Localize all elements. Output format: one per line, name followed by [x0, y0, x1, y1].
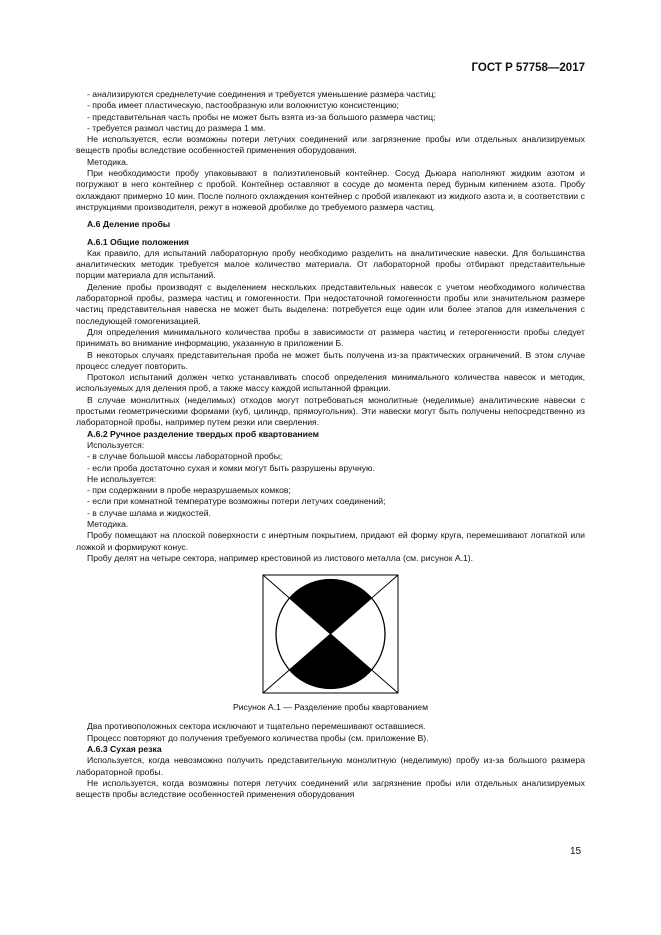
- paragraph: В некоторых случаях представительная проба не может быть получена из-за практических ограничений. В этом случае процесс следует повторить.: [76, 349, 585, 371]
- paragraph: Методика.: [87, 518, 129, 529]
- paragraph: Методика.: [87, 156, 129, 167]
- figure-quartering: [76, 574, 585, 694]
- list-item: - требуется размол частиц до размера 1 мм.: [87, 122, 266, 133]
- list-item: - в случае большой массы лабораторной пробы;: [87, 451, 283, 462]
- list-item: - если при комнатной температуре возможны потери летучих соединений;: [87, 496, 386, 507]
- section-heading: А.6 Деление пробы: [87, 219, 171, 230]
- list-item: - проба имеет пластическую, пастообразную или волокнистую консистенцию;: [87, 100, 399, 111]
- paragraph: При необходимости пробу упаковывают в полиэтиленовый контейнер. Сосуд Дьюара наполняют жидким азотом и погружают в него контейнер с пробой. Контейнер оставляют в сосуде до момента перед бурным кипением азота. Пробу охлаждают примерно 10 мин. После полного охлаждения контейнер с пробой извлекают из жидкого азота и, в соответствии с инструкциями производителя, режут в ножевой дробилке до требуемого размера частиц.: [76, 168, 585, 212]
- paragraph: Два противоположных сектора исключают и тщательно перемешивают оставшиеся.: [87, 721, 426, 732]
- document-header: ГОСТ Р 57758—2017: [471, 62, 585, 74]
- list-item: - в случае шлама и жидкостей.: [87, 507, 211, 518]
- paragraph: Используется:: [87, 439, 145, 450]
- subsection-heading: А.6.1 Общие положения: [87, 236, 189, 247]
- paragraph: Не используется:: [87, 473, 157, 484]
- figure-caption: Рисунок А.1 — Разделение пробы квартованием: [232, 702, 429, 713]
- list-item: - анализируются среднелетучие соединения и требуется уменьшение размера частиц;: [87, 89, 437, 99]
- paragraph: Для определения минимального количества пробы в зависимости от размера частиц и гетерогенности пробы следует принимать во внимание информацию, указанную в приложении Б.: [76, 326, 585, 349]
- paragraph: Протокол испытаний должен четко устанавливать способ определения минимального количества навесок и методик, используемых для деления проб, а также массу каждой испытанной фракции.: [76, 372, 585, 394]
- paragraph: Не используется, если возможны потери летучих соединений или загрязнение пробы или отдельных анализируемых веществ пробы вследствие особенностей применения оборудования.: [76, 134, 585, 156]
- page-number: 15: [570, 846, 582, 857]
- list-item: - представительная часть пробы не может быть взята из-за большого размера частиц;: [87, 111, 436, 122]
- paragraph: Пробу делят на четыре сектора, например крестовиной из листового металла (см. рисунок А.1).: [87, 552, 474, 563]
- subsection-heading: А.6.3 Сухая резка: [87, 744, 162, 755]
- paragraph: Не используется, когда возможны потеря летучих соединений или загрязнение пробы или отдельных анализируемых веществ пробы вследствие особенностей применения оборудования: [76, 777, 585, 800]
- subsection-heading: А.6.2 Ручное разделение твердых проб квартованием: [87, 428, 319, 439]
- paragraph: Деление пробы производят с выделением нескольких представительных навесок с учетом необходимого количества лабораторной пробы, размера частиц и гомогенности. При недостаточной гомогенности пробы или значительном размере частиц представительная навеска не может быть выделена: потребуется еще один или более этапов для измельчения с последующей гомогенизацией.: [76, 281, 585, 326]
- paragraph: В случае монолитных (неделимых) отходов могут потребоваться монолитные (неделимые) аналитические навески с простыми геометрическими формами (куб, цилиндр, прямоугольник). Эти навески могут быть получены непосредственно из лабораторной пробы, например путем резки или сверления.: [76, 394, 585, 428]
- paragraph: Пробу помещают на плоской поверхности с инертным покрытием, придают ей форму круга, перемешивают лопаткой или ложкой и формируют конус.: [76, 530, 585, 552]
- paragraph: Используется, когда невозможно получить представительную монолитную (неделимую) пробу из-за большого размера лабораторной пробы.: [76, 755, 585, 777]
- page-body: [76, 89, 585, 801]
- list-item: - если проба достаточно сухая и комки могут быть разрушены вручную.: [87, 462, 375, 473]
- list-item: - при содержании в пробе неразрушаемых комков;: [87, 485, 291, 496]
- quartering-diagram: [262, 574, 399, 694]
- paragraph: Как правило, для испытаний лабораторную пробу необходимо разделить на аналитические навески. Для большинства аналитических методик требуется малое количество материала. От лабораторной пробы отбирают представительные порции материала для испытаний.: [76, 247, 585, 281]
- paragraph: Процесс повторяют до получения требуемого количества пробы (см. приложение В).: [87, 732, 429, 743]
